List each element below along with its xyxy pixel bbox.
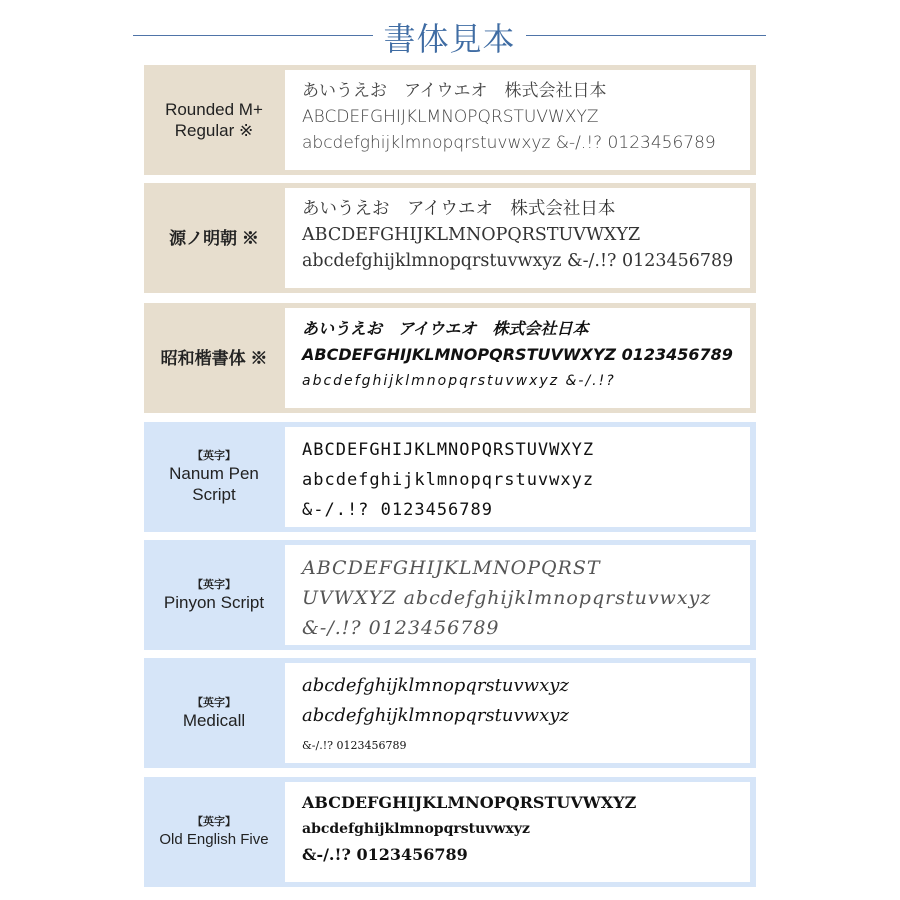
sample-line: &-/.!? 0123456789 bbox=[302, 617, 500, 639]
sample-line: abcdefghijklmnopqrstuvwxyz bbox=[302, 821, 530, 837]
font-name-line: Script bbox=[192, 485, 236, 504]
font-row-rounded-mplus bbox=[144, 65, 756, 175]
sample-line: UVWXYZ abcdefghijklmnopqrstuvwxyz bbox=[302, 587, 712, 609]
font-name-line: 昭和楷書体 ※ bbox=[160, 348, 268, 368]
sample-line: あいうえお アイウエオ 株式会社日本 bbox=[302, 199, 616, 219]
sample-line: ABCDEFGHIJKLMNOPQRSTUVWXYZ bbox=[302, 107, 599, 127]
font-tag: 【英字】 bbox=[192, 815, 236, 828]
sample-line: abcdefghijklmnopqrstuvwxyz &-/.!? bbox=[302, 373, 616, 389]
sample-line: ABCDEFGHIJKLMNOPQRSTUVWXYZ bbox=[302, 793, 637, 812]
sample-line: abcdefghijklmnopqrstuvwxyz bbox=[302, 470, 595, 490]
font-sample bbox=[285, 308, 750, 408]
font-sample bbox=[285, 427, 750, 527]
sample-line: あいうえお アイウエオ 株式会社日本 bbox=[302, 319, 589, 338]
sample-line: ABCDEFGHIJKLMNOPQRSTUVWXYZ bbox=[302, 225, 641, 245]
font-sample bbox=[285, 188, 750, 288]
font-name-line: Nanum Pen bbox=[169, 464, 259, 483]
page-title bbox=[133, 14, 766, 60]
font-name bbox=[144, 422, 284, 532]
font-tag: 【英字】 bbox=[192, 578, 236, 591]
font-row-nanum-pen bbox=[144, 422, 756, 532]
sample-line: abcdefghijklmnopqrstuvwxyz &-/.!? 0123456789 bbox=[302, 251, 734, 271]
font-name bbox=[144, 65, 284, 175]
font-name bbox=[144, 183, 284, 293]
font-row-old-english-five bbox=[144, 777, 756, 887]
font-sample bbox=[285, 663, 750, 763]
font-row-medicall bbox=[144, 658, 756, 768]
font-name bbox=[144, 303, 284, 413]
font-sample bbox=[285, 70, 750, 170]
font-name bbox=[144, 777, 284, 887]
sample-line: abcdefghijklmnopqrstuvwxyz &-/.!? 0123456789 bbox=[302, 133, 716, 153]
sample-line: abcdefghijklmnopqrstuvwxyz bbox=[302, 705, 569, 726]
font-name bbox=[144, 658, 284, 768]
sample-line: &-/.!? 0123456789 bbox=[302, 739, 407, 752]
font-name-line: 源ノ明朝 ※ bbox=[169, 228, 259, 248]
header bbox=[133, 12, 766, 58]
sample-line: ABCDEFGHIJKLMNOPQRSTUVWXYZ bbox=[302, 440, 595, 460]
sample-line: abcdefghijklmnopqrstuvwxyz bbox=[302, 675, 569, 696]
font-sample bbox=[285, 545, 750, 645]
font-row-genno-mincho bbox=[144, 183, 756, 293]
font-name-line: Regular ※ bbox=[174, 121, 254, 140]
font-row-pinyon-script bbox=[144, 540, 756, 650]
font-name-line: Medicall bbox=[182, 710, 246, 730]
font-name-line: Old English Five bbox=[159, 830, 269, 848]
sample-line: &-/.!? 0123456789 bbox=[302, 845, 468, 864]
sample-line: あいうえお アイウエオ 株式会社日本 bbox=[302, 81, 607, 101]
page-title-text: 書体見本 bbox=[377, 20, 521, 58]
font-name-line: Pinyon Script bbox=[163, 592, 265, 612]
font-tag: 【英字】 bbox=[192, 696, 236, 709]
font-tag: 【英字】 bbox=[192, 450, 236, 462]
font-name bbox=[144, 540, 284, 650]
sample-line: &-/.!? 0123456789 bbox=[302, 500, 493, 520]
font-sample bbox=[285, 782, 750, 882]
sample-line: ABCDEFGHIJKLMNOPQRSTUVWXYZ 0123456789 bbox=[302, 345, 733, 364]
sample-line: ABCDEFGHIJKLMNOPQRST bbox=[302, 557, 601, 579]
font-name-line: Rounded M+ bbox=[165, 100, 263, 119]
font-row-showa-kaisho bbox=[144, 303, 756, 413]
